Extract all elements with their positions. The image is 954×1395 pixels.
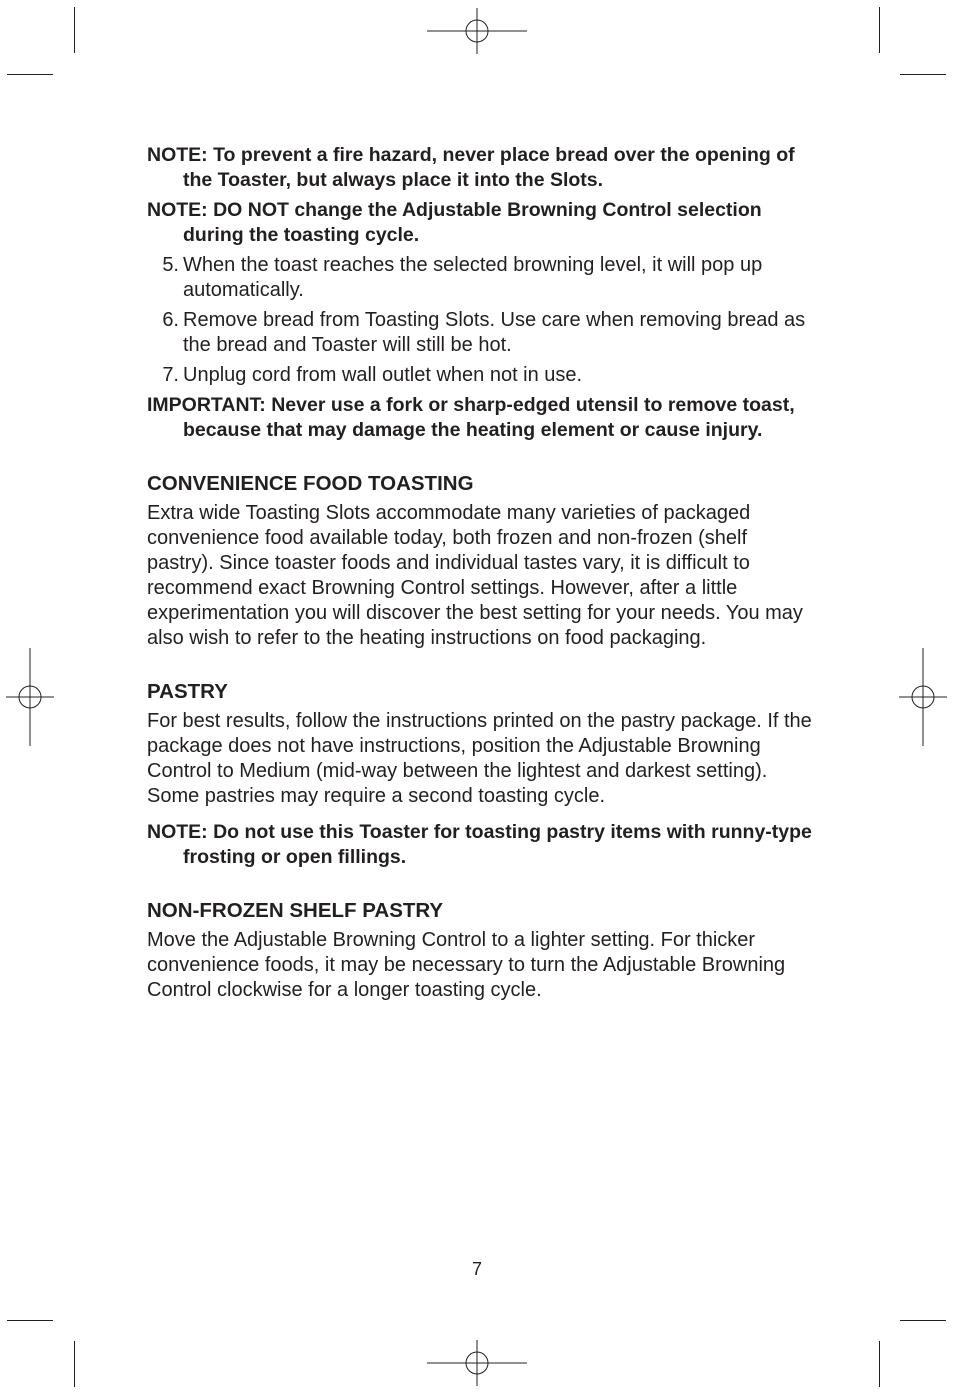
list-item xyxy=(147,308,812,358)
pastry-body: For best results, follow the instructions printed on the pastry package. If the package does not have instructions, position the Adjustable Browning Control to Medium (mid-way between the lightest and darkest setting). Some pastries may require a second toasting cycle. xyxy=(147,710,812,807)
note-text: Do not use this Toaster for toasting pastry items with runny-type frosting or open fillings. xyxy=(183,821,812,868)
crop-mark xyxy=(7,74,53,75)
crop-mark xyxy=(74,7,75,53)
step-number: 5. xyxy=(162,254,179,276)
page-content xyxy=(147,143,812,1003)
list-item xyxy=(147,253,812,303)
note-label: NOTE: xyxy=(147,199,208,221)
note-text: DO NOT change the Adjustable Browning Control selection during the toasting cycle. xyxy=(183,199,762,246)
non-frozen-body: Move the Adjustable Browning Control to a lighter setting. For thicker convenience foods, it may be necessary to turn the Adjustable Browning Control clockwise for a longer toasting cycle. xyxy=(147,929,786,1001)
step-text: When the toast reaches the selected browning level, it will pop up automatically. xyxy=(183,254,763,301)
note-text: To prevent a fire hazard, never place bread over the opening of the Toaster, but always place it into the Slots. xyxy=(183,144,795,191)
fire-hazard-note xyxy=(147,143,812,193)
step-number: 6. xyxy=(162,309,179,331)
pastry-heading: PASTRY xyxy=(147,680,228,703)
convenience-heading: CONVENIENCE FOOD TOASTING xyxy=(147,472,474,495)
non-frozen-heading: NON-FROZEN SHELF PASTRY xyxy=(147,899,444,922)
page-number: 7 xyxy=(471,1259,482,1279)
convenience-body: Extra wide Toasting Slots accommodate many varieties of packaged convenience food available today, both frozen and non-frozen (shelf pastry). Since toaster foods and individual tastes vary, it is difficult to recommend exact Browning Control settings. However, after a little experimentation you will discover the best setting for your needs. You may also wish to refer to the heating instructions on food packaging. xyxy=(147,502,803,649)
crop-mark xyxy=(879,7,880,53)
crop-mark xyxy=(900,1320,946,1321)
important-warning xyxy=(147,393,812,443)
important-label: IMPORTANT: xyxy=(147,394,266,416)
registration-mark-icon xyxy=(6,648,54,746)
step-text: Remove bread from Toasting Slots. Use care when removing bread as the bread and Toaster will still be hot. xyxy=(183,309,806,356)
registration-mark-icon xyxy=(427,8,527,54)
registration-mark-icon xyxy=(899,648,947,746)
crop-mark xyxy=(879,1341,880,1387)
crop-mark xyxy=(74,1341,75,1387)
registration-mark-icon xyxy=(427,1340,527,1386)
steps-list xyxy=(147,253,812,388)
browning-control-note xyxy=(147,198,812,248)
crop-mark xyxy=(900,74,946,75)
step-text: Unplug cord from wall outlet when not in use. xyxy=(183,364,583,386)
pastry-note xyxy=(147,820,812,870)
step-number: 7. xyxy=(162,364,179,386)
note-label: NOTE: xyxy=(147,821,208,843)
note-label: NOTE: xyxy=(147,144,208,166)
important-text: Never use a fork or sharp-edged utensil to remove toast, because that may damage the heating element or cause injury. xyxy=(183,394,795,441)
list-item xyxy=(147,363,812,388)
crop-mark xyxy=(7,1320,53,1321)
